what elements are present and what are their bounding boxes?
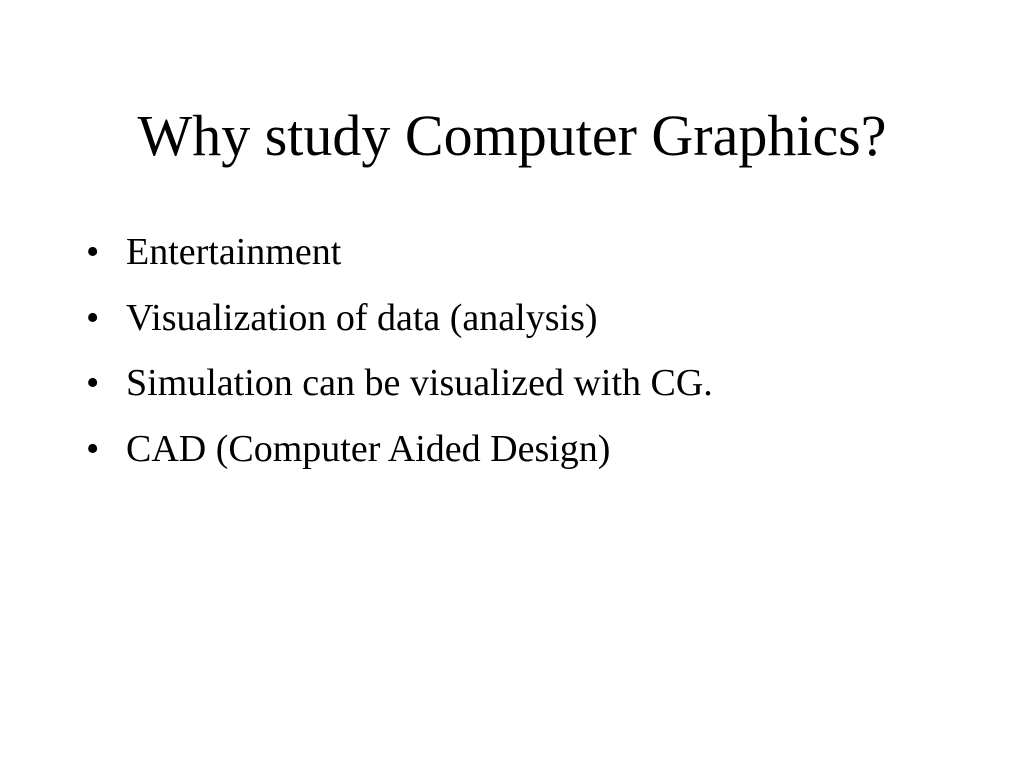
bullet-text: Simulation can be visualized with CG. [126, 362, 713, 404]
slide-title: Why study Computer Graphics? [137, 103, 887, 168]
bullet-list [86, 230, 713, 492]
bullet-text: CAD (Computer Aided Design) [126, 427, 611, 470]
bullet-item-simulation [86, 361, 713, 405]
bullet-icon: • [86, 427, 100, 470]
bullet-item-visualization [86, 296, 713, 340]
bullet-icon: • [86, 362, 100, 404]
bullet-item-entertainment [86, 230, 713, 274]
bullet-icon: • [86, 296, 100, 339]
bullet-text: Visualization of data (analysis) [126, 296, 598, 339]
bullet-text: Entertainment [126, 231, 342, 273]
bullet-item-cad [86, 427, 713, 471]
bullet-icon: • [86, 231, 100, 273]
